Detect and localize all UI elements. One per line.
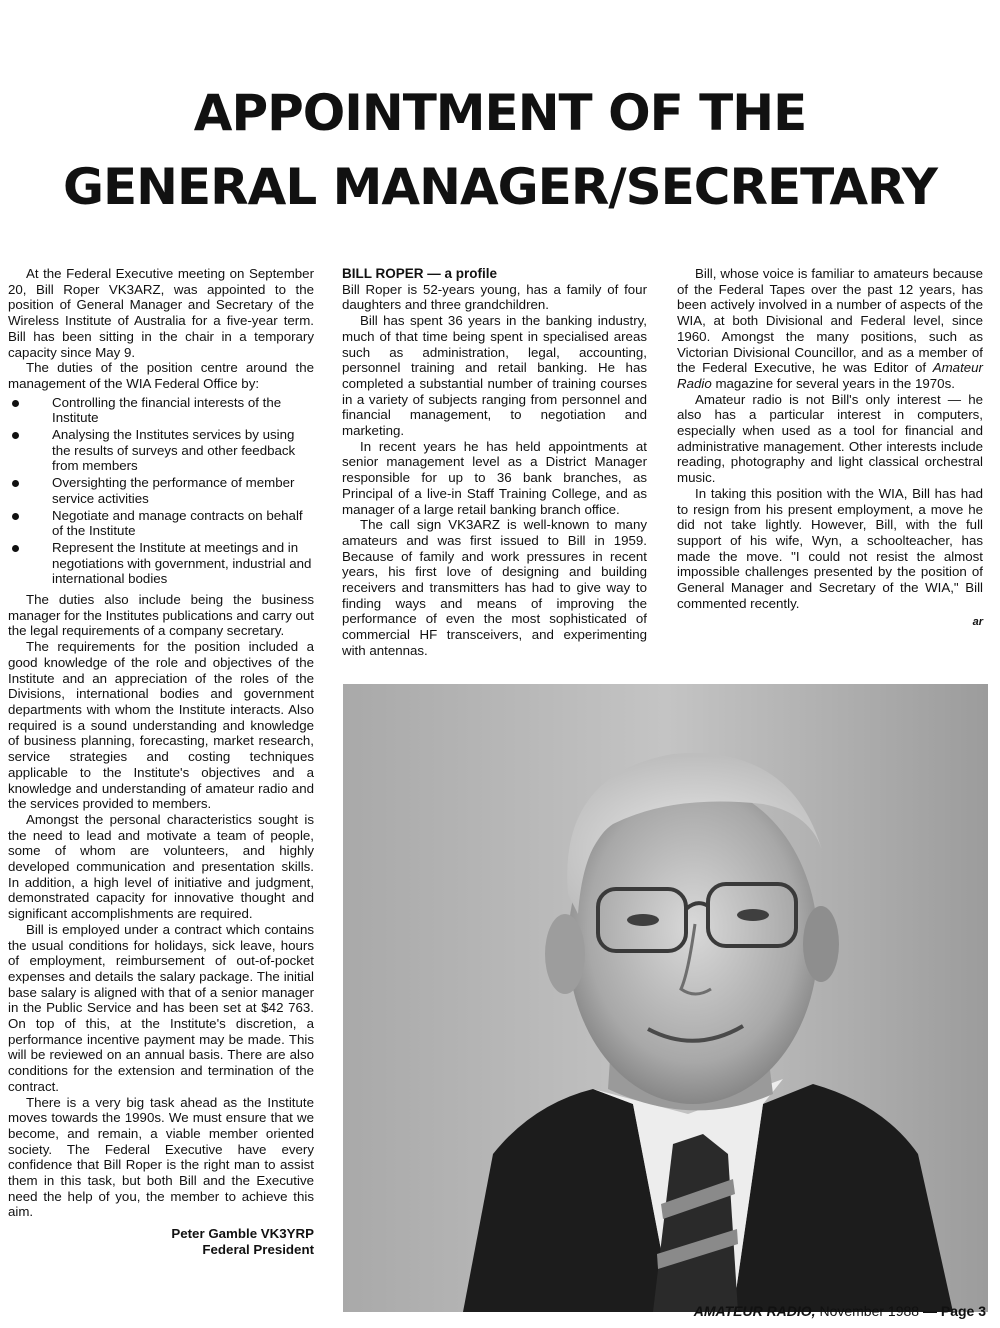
list-item: Negotiate and manage contracts on behalf of the Institute [8,508,314,539]
issue-date: November 1988 [819,1303,920,1319]
bullet-icon [12,545,19,552]
list-item: Oversighting the performance of member service activities [8,475,314,506]
paragraph: In recent years he has held appointments at senior management level as a District Manager responsible for up to 36 bank branches, as Principal of a live-in Staff Training College, and as manager of a large retail banking branch office. [342,438,647,517]
paragraph: The duties of the position centre around the management of the WIA Federal Office by: [8,360,314,391]
bullet-icon [12,513,19,520]
section-heading: BILL ROPER — a profile [342,266,498,281]
bullet-icon [12,480,19,487]
paragraph: Amongst the personal characteristics sought is the need to lead and motivate a team of people, some of whom are volunteers, and highly developed communication and presentation skills. In addition, a high level of initiative and judgment, demonstrated capacity for innovative thought and significant accomplishments are required. [8,811,314,922]
paragraph: There is a very big task ahead as the Institute moves towards the 1990s. We must ensure that we become, and remain, a viable member oriented society. The Federal Executive have every confidence that Bill Roper is the right man to assist them in this task, but both Bill and the Executive need the help of you, the member to achieve this aim. [8,1094,314,1220]
bullet-icon [12,400,19,407]
paragraph: Bill Roper is 52-years young, has a family of four daughters and three grandchildren. [342,281,647,313]
signature-name: Peter Gamble VK3YRP [171,1226,314,1242]
paragraph: The call sign VK3ARZ is well-known to many amateurs and was first issued to Bill in 1959. Because of family and work pressures in recent years, his first love of designing and building receivers and transmitters has had to give way to finding ways and means of improving the performance of even the most sophisticated of commercial HF transceivers, and experimenting with antennas. [342,517,647,658]
page-footer [694,1303,986,1319]
end-mark: ar [972,616,983,629]
page-number: Page 3 [940,1303,986,1319]
magazine-name: Amateur Radio [677,360,983,391]
article-column-3 [677,266,983,631]
bullet-icon [12,432,19,439]
list-item: Represent the Institute at meetings and in negotiations with government, industrial and international bodies [8,540,314,587]
signature-block [8,1226,314,1258]
headline-line-1: APPOINTMENT OF THE [193,84,807,142]
paragraph: Amateur radio is not Bill's only interest — he also has a particular interest in computers, especially when used as a tool for financial and administrative management. Other interests include reading, photography and light classical orchestral music. [677,391,983,486]
paragraph: Bill is employed under a contract which contains the usual conditions for holidays, sick leave, hours of employment, reimbursement of out-of-pocket expenses and details the salary package. The initial base salary is aligned with that of a senior manager in the Public Service and has been set at $42 763. On top of this, at the Institute's discretion, a performance incentive payment may be made. This will be reviewed on an annual basis. There are also conditions for the extension and termination of the contract. [8,921,314,1094]
paragraph: Bill, whose voice is familiar to amateurs because of the Federal Tapes over the past 12 years, has been actively involved in a number of aspects of the WIA, at both Divisional and Federal level, since 1960. Amongst the many positions, such as Victorian Divisional Councillor, and as a member of the Federal Executive, he was Editor of Amateur Radio magazine for several years in the 1970s. [677,266,983,391]
headline-line-2: GENERAL MANAGER/SECRETARY [62,158,938,216]
duties-list [8,395,314,587]
list-item: Analysing the Institutes services by using the results of surveys and other feedback from members [8,427,314,474]
paragraph: Bill has spent 36 years in the banking industry, much of that time being spent in specialised areas such as administration, legal, accounting, personnel training and retail banking. He has completed a substantial number of training courses in a variety of subjects ranging from personnel and financial management, to negotiation and marketing. [342,313,647,439]
portrait-illustration [343,684,988,1312]
paragraph: At the Federal Executive meeting on September 20, Bill Roper VK3ARZ, was appointed to the position of General Manager and Secretary of the Wireless Institute of Australia for a five-year term. Bill has been sitting in the chair in a temporary capacity since May 9. [8,266,314,360]
signature-title: Federal President [202,1242,314,1258]
paragraph: In taking this position with the WIA, Bill has had to resign from his present employment, a move he did not take lightly. However, Bill, with the full support of his wife, Wyn, a schoolteacher, has made the move. "I could not resist the almost impossible challenges presented by the position of General Manager and Secretary of the WIA," Bill commented recently. [677,485,983,611]
list-item: Controlling the financial interests of the Institute [8,395,314,426]
article-column-1 [8,266,314,1258]
article-column-2 [342,266,647,659]
magazine-title: AMATEUR RADIO, [693,1303,816,1319]
footer-dash: — [922,1303,937,1319]
paragraph: The duties also include being the business manager for the Institutes publications and carry out the legal requirements of a company secretary. [8,592,314,639]
portrait-photo [343,684,988,1312]
paragraph: The requirements for the position included a good knowledge of the role and objectives of the Institute and an appreciation of the roles of the Divisions, international bodies and government departments with whom the Institute interacts. Also required is a sound understanding and knowledge of business planning, forecasting, market research, service strategies and costing techniques applicable to the Institute's objectives and a knowledge and understanding of amateur radio and the services provided to members. [8,639,314,812]
